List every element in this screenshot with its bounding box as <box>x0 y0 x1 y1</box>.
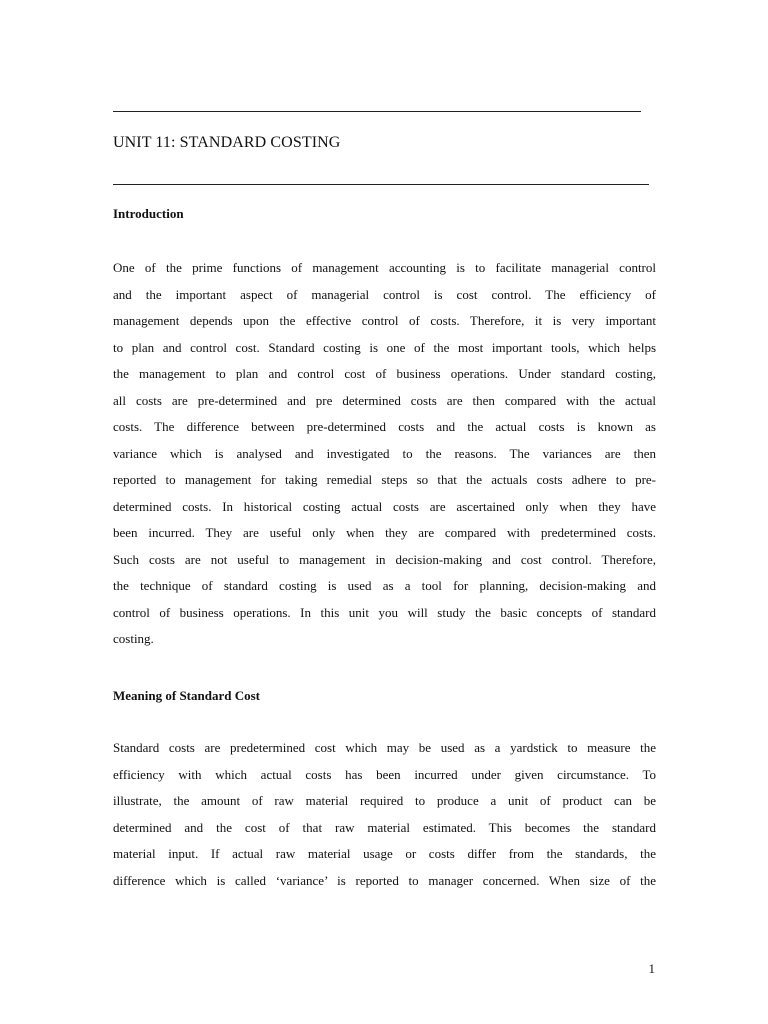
paragraph-line: variance which is analysed and investigated to the reasons. The variances are then <box>113 445 656 461</box>
paragraph-line: all costs are pre-determined and pre determined costs are then compared with the actual <box>113 392 656 408</box>
paragraph-line: material input. If actual raw material usage or costs differ from the standards, the <box>113 846 656 861</box>
paragraph-line: Such costs are not useful to management in decision-making and cost control. Therefore, <box>113 551 656 567</box>
paragraph-line: and the important aspect of managerial control is cost control. The efficiency of <box>113 286 656 302</box>
unit-title: UNIT 11: STANDARD COSTING <box>113 134 341 151</box>
paragraph-line: illustrate, the amount of raw material required to produce a unit of product can be <box>113 793 656 808</box>
paragraph-line: reported to management for taking remedial steps so that the actuals costs adhere to pre- <box>113 472 656 487</box>
introduction-paragraph <box>113 255 656 653</box>
paragraph-line: Standard costs are predetermined cost which may be used as a yardstick to measure the <box>113 740 656 755</box>
meaning-paragraph <box>113 735 656 894</box>
paragraph-line: efficiency with which actual costs has been incurred under given circumstance. To <box>113 766 656 782</box>
page-number: 1 <box>648 961 655 976</box>
paragraph-line: the management to plan and control cost of business operations. Under standard costing, <box>113 366 656 381</box>
top-rule <box>113 111 641 112</box>
paragraph-line: control of business operations. In this unit you will study the basic concepts of standard <box>113 604 656 620</box>
paragraph-line: One of the prime functions of management accounting is to facilitate managerial control <box>113 260 656 275</box>
paragraph-line: difference which is called ‘variance’ is reported to manager concerned. When size of the <box>113 872 656 888</box>
introduction-heading: Introduction <box>113 206 184 221</box>
paragraph-line: determined costs. In historical costing actual costs are ascertained only when they have <box>113 498 656 514</box>
paragraph-line: the technique of standard costing is used as a tool for planning, decision-making and <box>113 578 656 593</box>
paragraph-line: been incurred. They are useful only when they are compared with predetermined costs. <box>113 525 656 540</box>
paragraph-line: costing. <box>113 631 154 646</box>
title-bottom-rule <box>113 184 649 185</box>
paragraph-line: to plan and control cost. Standard costing is one of the most important tools, which helps <box>113 339 656 355</box>
paragraph-line: determined and the cost of that raw material estimated. This becomes the standard <box>113 819 656 835</box>
meaning-of-standard-cost-heading: Meaning of Standard Cost <box>113 688 260 703</box>
paragraph-line: costs. The difference between pre-determined costs and the actual costs is known as <box>113 419 656 434</box>
paragraph-line: management depends upon the effective control of costs. Therefore, it is very important <box>113 313 656 328</box>
